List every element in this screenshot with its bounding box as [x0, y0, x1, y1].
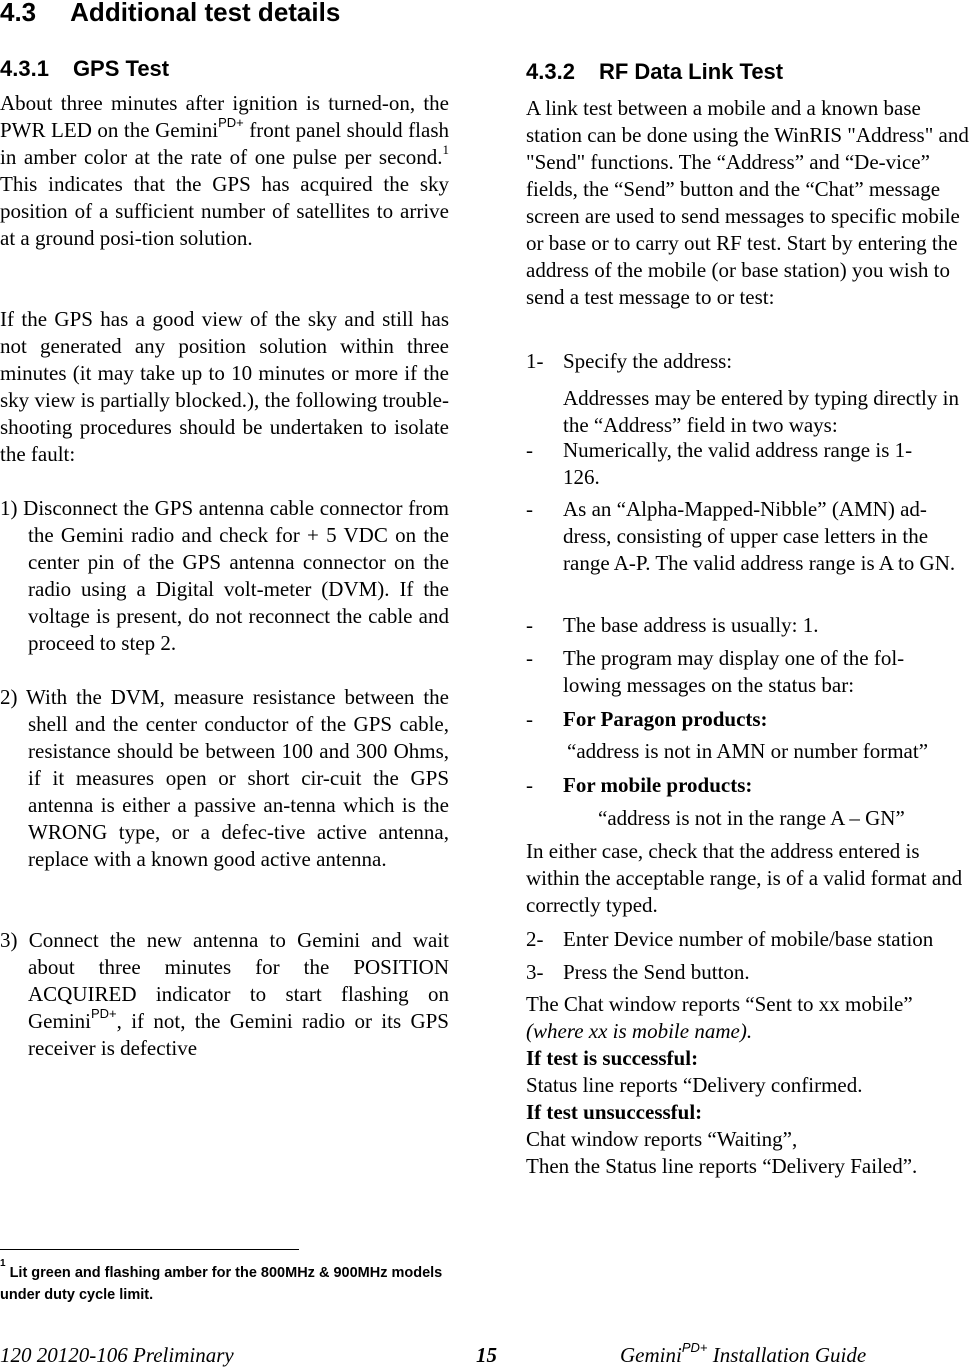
rf-item-2: 2- Enter Device number of mobile/base station [526, 927, 934, 951]
rf-dash-4: - The program may display one of the fol-lowing messages on the status bar: [526, 646, 905, 697]
rf-fail-label: If test unsuccessful: [526, 1100, 703, 1124]
rf-success-text: Status line reports “Delivery confirmed. [526, 1073, 863, 1097]
footnote-mark: 1 [0, 1258, 6, 1270]
rf-fail-text-2: Then the Status line reports “Delivery Failed”. [526, 1154, 918, 1178]
gps-title: GPS Test [72, 56, 170, 81]
rf-heading [526, 58, 783, 86]
page-number: 15 [476, 1343, 497, 1367]
gps-step-1: 1) Disconnect the GPS antenna cable connector from the Gemini radio and check for + 5 VDC on the center pin of the GPS antenna connector on the radio using a Digital volt-meter (DVM). If the voltage is present, do not reconnect the cable and proceed to step 2. [0, 496, 449, 655]
gps-step-3: 3) Connect the new antenna to Gemini and wait about three minutes for the POSITION ACQUIRED indicator to start flashing on Gemini$^{PD+}$, if not, the Gemini radio or its GPS receiver is defective [0, 928, 449, 1060]
rf-item-1-note: Addresses may be entered by typing directly in the “Address” field in two ways: [563, 386, 959, 437]
section-title: Additional test details [70, 0, 341, 27]
rf-item-1: 1- Specify the address: [526, 349, 733, 373]
rf-intro: A link test between a mobile and a known base station can be done using the WinRIS "Address" and "Send" functions. The “Address” and “De-vice” fields, the “Send” button and the “Chat” message screen are used to send messages to specific mobile or base or to carry out RF test. Start by entering the address of the mobile (or base station) you wish to send a test message to or test: [526, 96, 969, 309]
rf-chat-note: (where xx is mobile name). [526, 1019, 753, 1043]
gps-number: 4.3.1 [0, 56, 49, 81]
gps-heading [0, 55, 169, 83]
rf-message-paragon: “address is not in AMN or number format” [567, 739, 929, 763]
rf-dash-2: - As an “Alpha-Mapped-Nibble” (AMN) ad-dress, consisting of upper case letters in the range A-P. The valid address range is A to GN. [526, 497, 956, 575]
gps-paragraph-2: If the GPS has a good view of the sky and still has not generated any position solution within three minutes (it may take up to 10 minutes or more if the sky view is partially blocked.), the following trouble-shooting procedures should be undertaken to isolate the fault: [0, 307, 449, 466]
gps-step-2: 2) With the DVM, measure resistance between the shell and the center conductor of the GPS cable, resistance should be between 100 and 300 Ohms, if it measures open or short cir-cuit the GPS antenna is either a passive an-tenna which is the WRONG type, or a defec-tive active antenna, replace with a known good active antenna. [0, 685, 449, 871]
footnote-divider [0, 1249, 299, 1250]
footer-right: Gemini$^{PD+}$ Installation Guide [620, 1340, 867, 1367]
footnote: $^1$Lit green and flashing amber for the 800MHz & 900MHz models under duty cycle limit. [0, 1258, 443, 1303]
section-heading [0, 0, 340, 28]
rf-dash-1: - Numerically, the valid address range is 1-126. [526, 438, 913, 489]
superscript-pd: PD+ [218, 115, 244, 130]
rf-chat-line: The Chat window reports “Sent to xx mobile” [526, 992, 913, 1016]
gps-paragraph-1: About three minutes after ignition is turned-on, the PWR LED on the Gemini$^{PD+}$ front panel should flash in amber color at the rate of one pulse per second.$^1$ This indicates that the GPS has acquired the sky position of a sufficient number of satellites to arrive at a ground posi-tion solution. [0, 91, 449, 250]
footnote-ref: 1 [442, 142, 449, 157]
rf-number: 4.3.2 [526, 59, 575, 84]
rf-success-label: If test is successful: [526, 1046, 699, 1070]
rf-check: In either case, check that the address entered is within the acceptable range, is of a valid format and correctly typed. [526, 839, 963, 917]
rf-dash-3: - The base address is usually: 1. [526, 613, 819, 637]
rf-dash-5: - For Paragon products: [526, 707, 768, 731]
rf-title: RF Data Link Test [598, 59, 784, 84]
footer-left: 120 20120-106 Preliminary [0, 1343, 234, 1367]
rf-item-3: 3- Press the Send button. [526, 960, 750, 984]
rf-message-mobile: “address is not in the range A – GN” [598, 806, 905, 830]
rf-results [526, 991, 971, 1180]
superscript-pd: PD+ [91, 1006, 117, 1021]
rf-dash-6: - For mobile products: [526, 773, 753, 797]
rf-fail-text-1: Chat window reports “Waiting”, [526, 1127, 798, 1151]
section-number: 4.3 [0, 0, 37, 27]
